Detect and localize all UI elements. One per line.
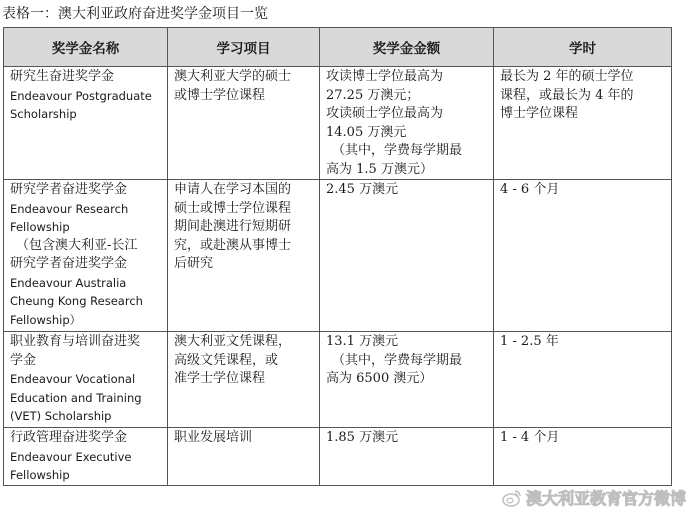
- cell-amount: [320, 180, 494, 332]
- cell-amount-line: 高为 6500 澳元）: [326, 371, 433, 386]
- cell-program-line: 究，或赴澳从事博士: [174, 237, 292, 253]
- header-duration: 学时: [494, 28, 672, 67]
- header-name: 奖学金名称: [4, 28, 168, 67]
- cell-program-line: 职业发展培训: [174, 430, 253, 445]
- cell-name-line: 学金: [10, 352, 37, 368]
- cell-program-line: 高级文凭课程，或: [174, 352, 279, 368]
- cell-program: [168, 428, 320, 486]
- cell-name-line: Endeavour Research: [10, 201, 129, 216]
- cell-name-line: Fellowship）: [10, 312, 82, 327]
- cell-duration-line: 课程，或最长为 4 年的: [500, 87, 634, 103]
- cell-duration: [494, 428, 672, 486]
- cell-program-line: 或博士学位课程: [174, 87, 266, 103]
- cell-duration-line: 1 - 2.5 年: [500, 334, 559, 349]
- cell-name: [4, 180, 168, 332]
- cell-amount-line: 1.85 万澳元: [326, 430, 399, 445]
- cell-name-line: Education and Training: [10, 390, 142, 405]
- cell-name-line: Fellowship: [10, 468, 70, 482]
- cell-amount: [320, 332, 494, 428]
- cell-amount-line: 攻读博士学位最高为: [326, 69, 444, 84]
- cell-amount: [320, 67, 494, 180]
- cell-program-line: 期间赴澳进行短期研: [174, 219, 292, 234]
- weibo-watermark: [502, 486, 686, 509]
- table-caption: 表格一：澳大利亚政府奋进奖学金项目一览: [2, 6, 268, 22]
- cell-name-line: Endeavour Postgraduate: [10, 88, 152, 103]
- cell-duration-line: 最长为 2 年的硕士学位: [500, 69, 634, 84]
- cell-program-line: 后研究: [174, 256, 214, 271]
- cell-name-line: 研究生奋进奖学金: [10, 69, 115, 84]
- cell-name-line: Endeavour Vocational: [10, 372, 136, 386]
- cell-program-line: 申请人在学习本国的: [174, 182, 292, 197]
- cell-name-line: (VET) Scholarship: [10, 409, 112, 423]
- cell-amount-line: 2.45 万澳元: [326, 182, 399, 197]
- table-header-row: [4, 28, 672, 67]
- cell-program-line: 澳大利亚文凭课程，: [174, 334, 292, 349]
- cell-duration: [494, 332, 672, 428]
- cell-name-line: （包含澳大利亚-长江: [16, 237, 138, 253]
- cell-name-line: Scholarship: [10, 107, 77, 121]
- cell-name-line: 行政管理奋进奖学金: [10, 430, 128, 445]
- cell-name-line: Fellowship: [10, 220, 70, 234]
- header-program: 学习项目: [168, 28, 320, 67]
- cell-program-line: 澳大利亚大学的硕士: [174, 69, 292, 84]
- cell-name: [4, 332, 168, 428]
- cell-name-line: 研究学者奋进奖学金: [10, 182, 128, 197]
- cell-duration: [494, 67, 672, 180]
- cell-name-line: Cheung Kong Research: [10, 294, 143, 308]
- cell-duration-line: 4 - 6 个月: [500, 182, 560, 197]
- cell-amount-line: 14.05 万澳元: [326, 124, 407, 140]
- cell-name-line: 研究学者奋进奖学金: [10, 256, 128, 271]
- table-row: [4, 428, 672, 486]
- cell-duration-line: 1 - 4 个月: [500, 430, 560, 445]
- cell-amount-line: （其中，学费每学期最: [332, 352, 463, 368]
- weibo-logo-icon: [502, 488, 522, 508]
- scholarship-table: [3, 27, 672, 486]
- cell-name: [4, 428, 168, 486]
- cell-name-line: Endeavour Australia: [10, 275, 127, 290]
- table-row: [4, 67, 672, 180]
- cell-amount: [320, 428, 494, 486]
- header-amount: 奖学金金额: [320, 28, 494, 67]
- cell-amount-line: 攻读硕士学位最高为: [326, 106, 444, 121]
- cell-duration-line: 博士学位课程: [500, 106, 579, 121]
- cell-program: [168, 332, 320, 428]
- cell-amount-line: 高为 1.5 万澳元）: [326, 161, 433, 177]
- watermark-text: 澳大利亚教育官方微博: [525, 489, 686, 508]
- table-row: [4, 332, 672, 428]
- cell-amount-line: （其中，学费每学期最: [332, 143, 463, 158]
- cell-program-line: 准学士学位课程: [174, 371, 266, 386]
- cell-amount-line: 13.1 万澳元: [326, 334, 399, 349]
- cell-name: [4, 67, 168, 180]
- cell-name-line: 职业教育与培训奋进奖: [10, 334, 141, 349]
- cell-program: [168, 67, 320, 180]
- cell-amount-line: 27.25 万澳元；: [326, 87, 420, 103]
- table-row: [4, 180, 672, 332]
- cell-name-line: Endeavour Executive: [10, 449, 132, 464]
- cell-program-line: 硕士或博士学位课程: [174, 200, 292, 216]
- cell-program: [168, 180, 320, 332]
- cell-duration: [494, 180, 672, 332]
